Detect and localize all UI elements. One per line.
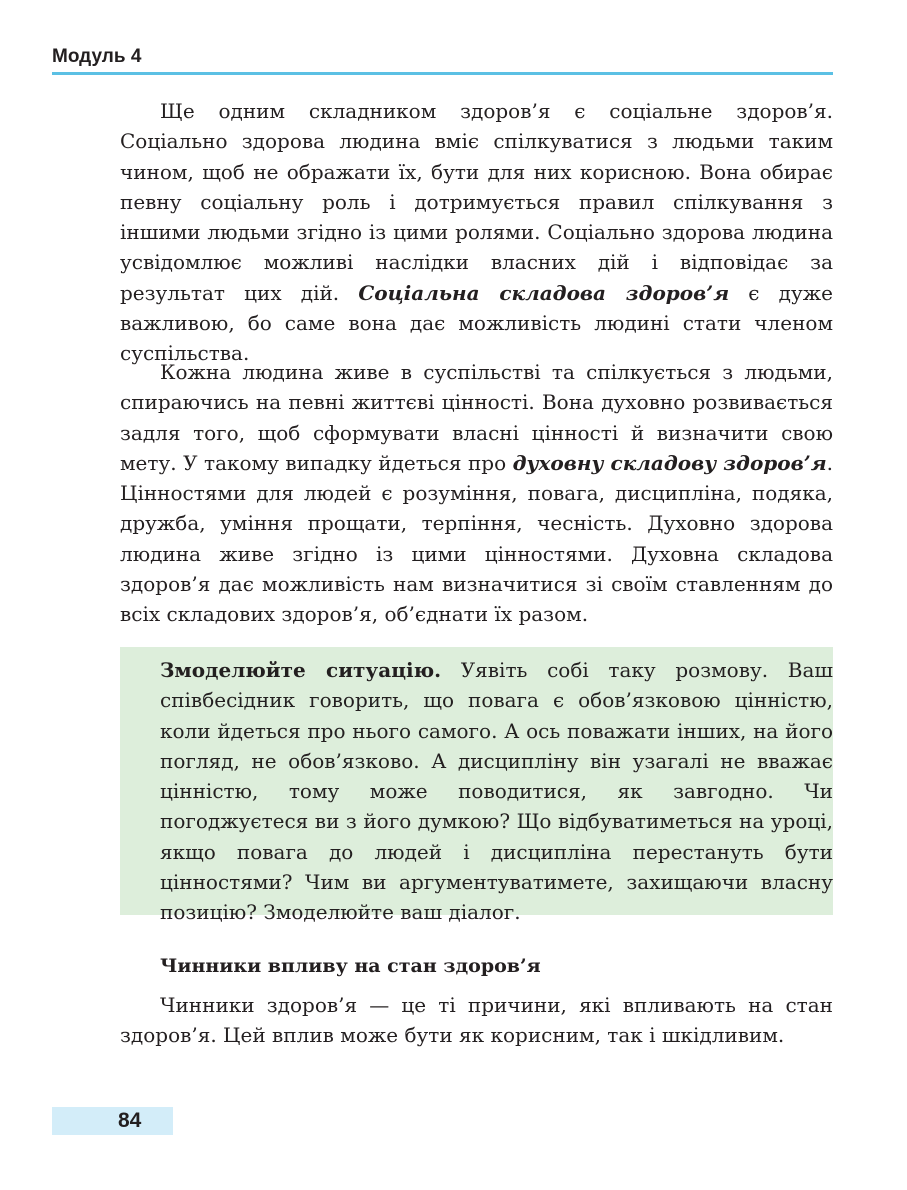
key-term: Соціальна складова здоров’я — [358, 280, 730, 305]
key-term: духовну складову здоров’я — [512, 450, 827, 475]
paragraph-text: є дуже важливою, бо саме вона дає можливість людині стати членом суспільства. — [120, 280, 833, 366]
task-lead: Змоделюйте ситуацію. — [160, 658, 442, 682]
paragraph-text: Ще одним складником здоров’я є соціальне здоров’я. Соціально здорова людина вміє спілкуватися з людьми таким чином, щоб не ображати їх, бути для них корисною. Вона обирає певну соціальну роль і дотримується правил спілкування з іншими людьми згідно із цими ролями. Соціально здорова людина усвідомлює можливі наслідки власних дій і відповідає за результат цих дій. — [120, 99, 833, 305]
paragraph-text: Кожна людина живе в суспільстві та спілкується з людьми, спираючись на певні життєві цінності. Вона духовно розвивається задля того, щоб сформувати власні цінності й визначити свою мету. У такому випадку йдеться про — [120, 360, 833, 475]
section-heading: Чинники впливу на стан здоров’я — [160, 955, 541, 977]
task-box — [120, 647, 833, 925]
page-number: 84 — [118, 1109, 142, 1132]
page-number-box — [52, 1107, 173, 1135]
paragraph-social-health — [120, 96, 833, 369]
paragraph-spiritual-health — [120, 357, 833, 630]
module-label: Модуль 4 — [52, 46, 142, 67]
header-rule — [52, 72, 833, 75]
task-text: Уявіть собі таку розмову. Ваш співбесідник говорить, що повага є обов’язковою цінністю, коли йдеться про нього самого. А ось поважати інших, на його погляд, не обов’язково. А дисципліну він узагалі не вважає цінністю, тому може поводитися, як завгодно. Чи погоджуєтеся ви з його думкою? Що відбуватиметься на уроці, якщо повага до людей і дисципліна перестануть бути цінностями? Чим ви аргументуватимете, захищаючи власну позицію? Змоделюйте ваш діалог. — [160, 658, 833, 925]
paragraph-text: Чинники здоров’я — це ті причини, які впливають на стан здоров’я. Цей вплив може бути як корисним, так і шкідливим. — [120, 993, 833, 1048]
paragraph-health-factors — [120, 990, 833, 1051]
paragraph-text: . Цінностями для людей є розуміння, повага, дисципліна, подяка, дружба, уміння прощати, терпіння, чесність. Духовно здорова людина живе згідно із цими цінностями. Духовна складова здоров’я дає можливість нам визначитися зі своїм ставленням до всіх складових здоров’я, об’єднати їх разом. — [120, 450, 833, 627]
